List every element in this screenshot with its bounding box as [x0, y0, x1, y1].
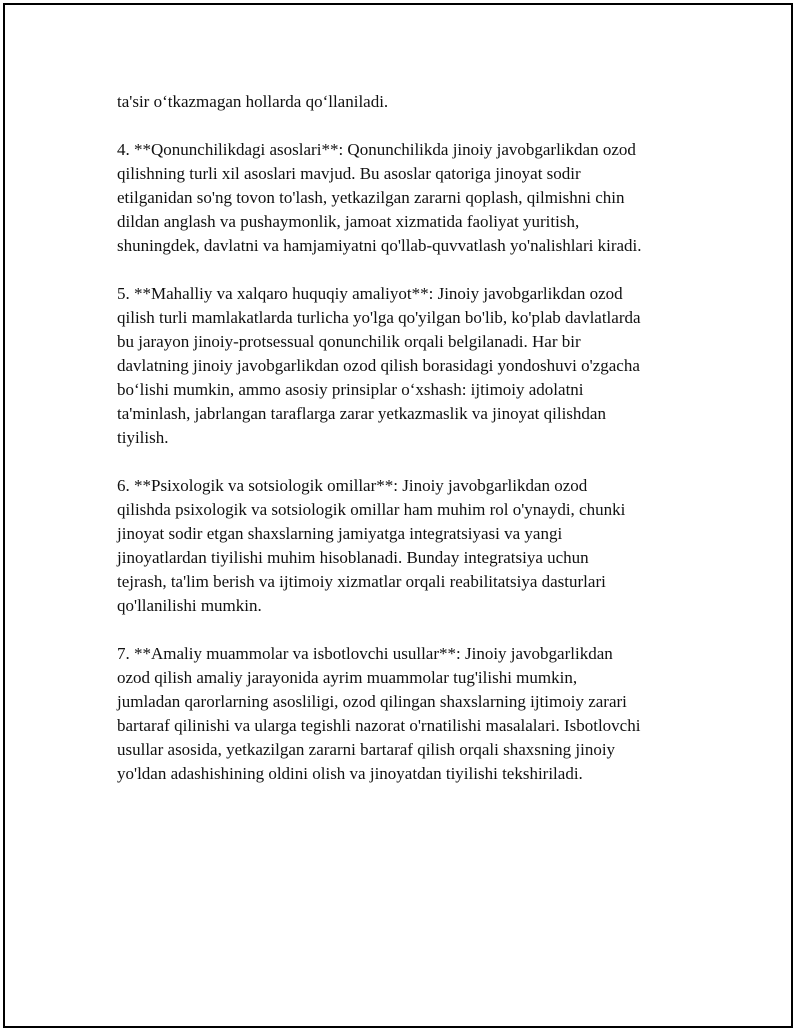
- paragraph-local-international-practice: 5. **Mahalliy va xalqaro huquqiy amaliyot**: Jinoiy javobgarlikdan ozod qilish turli mamlakatlarda turlicha yo'lga qo'yilgan bo'lib, ko'plab davlatlarda bu jarayon jinoiy-protsessual qonunchilik orqali belgilanadi. Har bir davlatning jinoiy javobgarlikdan ozod qilish borasidagi yondoshuvi o'zgacha bo‘lishi mumkin, ammo asosiy prinsiplar o‘xshash: ijtimoiy adolatni ta'minlash, jabrlangan taraflarga zarar yetkazmaslik va jinoyat qilishdan tiyilish.: [117, 284, 641, 447]
- paragraph-psychological-sociological-factors: 6. **Psixologik va sotsiologik omillar**: Jinoiy javobgarlikdan ozod qilishda psixologik va sotsiologik omillar ham muhim rol o'ynaydi, chunki jinoyat sodir etgan shaxslarning jamiyatga integratsiyasi va yangi jinoyatlardan tiyilishi muhim hisoblanadi. Bunday integratsiya uchun tejrash, ta'lim berish va ijtimoiy xizmatlar orqali reabilitatsiya dasturlari qo'llanilishi mumkin.: [117, 476, 626, 615]
- paragraph-legal-grounds: 4. **Qonunchilikdagi asoslari**: Qonunchilikda jinoiy javobgarlikdan ozod qilishning turli xil asoslari mavjud. Bu asoslar qatoriga jinoyat sodir etilganidan so'ng tovon to'lash, yetkazilgan zararni qoplash, qilmishni chin dildan anglash va pushaymonlik, jamoat xizmatida faoliyat yuritish, shuningdek, davlatni va hamjamiyatni qo'llab-quvvatlash yo'nalishlari kiradi.: [117, 140, 642, 255]
- paragraph-practical-problems: 7. **Amaliy muammolar va isbotlovchi usullar**: Jinoiy javobgarlikdan ozod qilish amaliy jarayonida ayrim muammolar tug'ilishi mumkin, jumladan qarorlarning asosliligi, ozod qilingan shaxslarning ijtimoiy zarari bartaraf qilinishi va ularga tegishli nazorat o'rnatilishi masalalari. Isbotlovchi usullar asosida, yetkazilgan zararni bartaraf qilish orqali shaxsning jinoiy yo'ldan adashishining oldini olish va jinoyatdan tiyilishi tekshiriladi.: [117, 644, 641, 783]
- document-body: [117, 90, 697, 810]
- paragraph-continuation: ta'sir o‘tkazmagan hollarda qo‘llaniladi.: [117, 92, 389, 111]
